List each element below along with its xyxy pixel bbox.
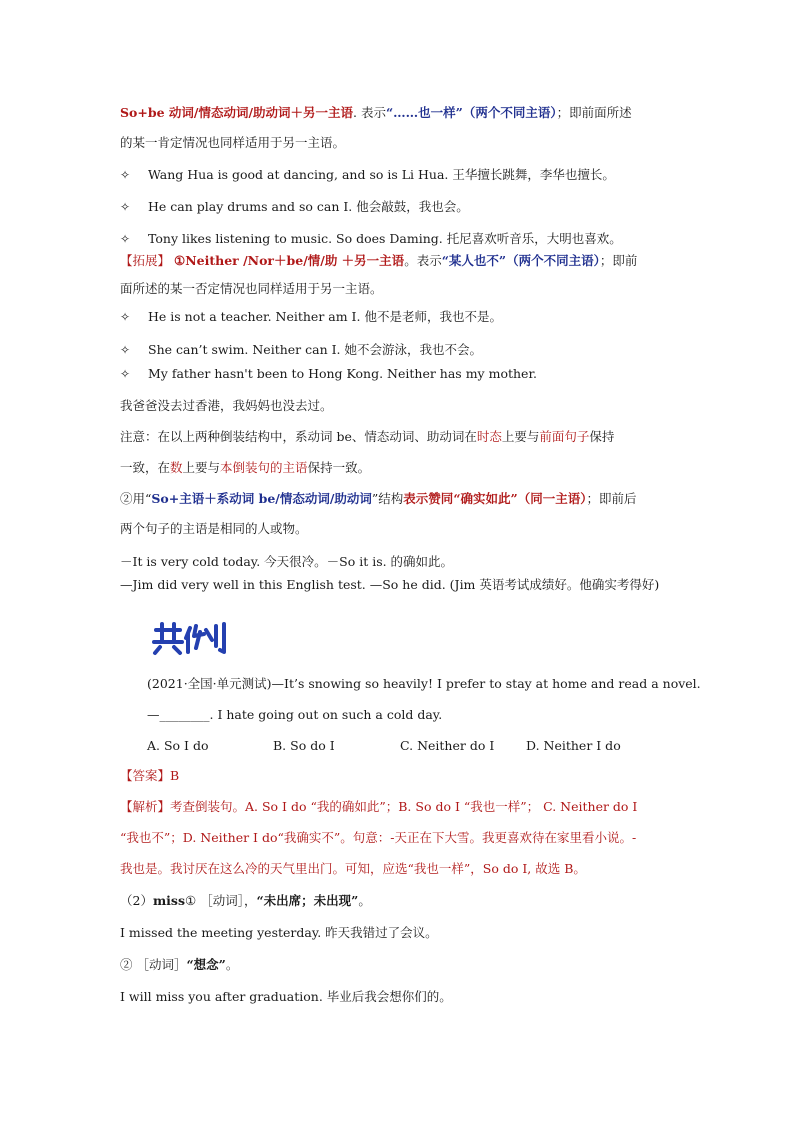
miss-sense2 xyxy=(120,956,238,974)
miss-number: （2） xyxy=(120,893,153,908)
miss-word: miss xyxy=(152,893,186,908)
example-item xyxy=(120,308,502,326)
note-text: 上要与 xyxy=(501,429,540,444)
option-b: B. So do I xyxy=(273,738,335,753)
miss-example2: I will miss you after graduation. 毕业后我会想你们的。 xyxy=(120,989,452,1004)
note-text: 一致，在 xyxy=(120,460,171,475)
extension-line1 xyxy=(120,252,637,270)
answer-value: B xyxy=(170,768,180,783)
rule-so-meaning: “……也一样” xyxy=(385,105,463,120)
rule-so-note: （两个不同主语） xyxy=(462,105,557,120)
analysis-line2: “我也不”；D. Neither I do“我确实不”。句意：-天正在下大雪。我更喜欢待在家里看小说。- xyxy=(120,830,637,845)
example-item xyxy=(120,198,469,216)
example-text: Tony likes listening to music. So does Daming. 托尼喜欢听音乐，大明也喜欢。 xyxy=(148,231,622,246)
extension-tag: 【拓展】 xyxy=(120,253,171,268)
example-text: My father hasn't been to Hong Kong. Neither has my mother. xyxy=(148,366,538,381)
extension-line2: 面所述的某一否定情况也同样适用于另一主语。 xyxy=(120,281,383,296)
note-text: 保持一致。 xyxy=(307,460,371,475)
diamond-star-icon: ✧ xyxy=(120,343,131,357)
option-a: A. So I do xyxy=(147,738,209,753)
diamond-star-icon: ✧ xyxy=(120,200,131,214)
dialog-line: －It is very cold today. 今天很冷。－So it is. 的确如此。 xyxy=(120,554,454,569)
question-stem: (2021·全国·单元测试)—It’s snowing so heavily! I prefer to stay at home and read a novel. xyxy=(147,676,701,691)
miss-punct: 。 xyxy=(225,957,239,972)
extension-note: （两个不同主语） xyxy=(506,253,600,268)
rule-agree-text: ②用“ xyxy=(120,491,152,506)
question-line2 xyxy=(147,706,442,724)
example-translation: 我爸爸没去过香港，我妈妈也没去过。 xyxy=(120,398,333,413)
miss-meaning: “想念” xyxy=(186,957,226,972)
rule-so-line1 xyxy=(120,104,632,122)
miss-example1: I missed the meeting yesterday. 昨天我错过了会议。 xyxy=(120,925,438,940)
miss-pos: ① ［动词］， xyxy=(185,893,257,908)
miss-meaning: “未出席；未出现” xyxy=(256,893,359,908)
analysis-text: 考查倒装句。A. So I do “我的确如此”；B. So do I “我也一样”； C. Neither do I xyxy=(170,799,638,814)
miss-punct: 。 xyxy=(358,893,371,908)
rule-agree-text: ；即前后 xyxy=(586,491,637,506)
extension-text: 。表示 xyxy=(404,253,442,268)
rule-agree-text: ”结构 xyxy=(371,491,404,506)
example-item xyxy=(120,341,482,359)
note-line1 xyxy=(120,428,614,446)
analysis-tag: 【解析】 xyxy=(120,799,171,814)
answer-tag: 【答案】 xyxy=(120,768,171,783)
miss-heading xyxy=(120,892,371,910)
example-text: She can’t swim. Neither can I. 她不会游泳，我也不会。 xyxy=(148,342,482,357)
diamond-star-icon: ✧ xyxy=(120,367,131,381)
rule-agree-structure: So+主语＋系动词 be/情态动词/助动词 xyxy=(151,491,372,506)
answer-line xyxy=(120,767,179,785)
rule-agree-line1 xyxy=(120,490,636,508)
rule-so-text: . 表示 xyxy=(353,105,386,120)
option-c: C. Neither do I xyxy=(400,738,495,753)
typical-example-logo xyxy=(150,620,230,660)
diamond-star-icon: ✧ xyxy=(120,168,131,182)
rule-so-structure: So+be 动词/情态动词/助动词＋另一主语 xyxy=(120,105,354,120)
note-text: 保持 xyxy=(589,429,615,444)
answer-blank: ________ xyxy=(159,707,210,722)
extension-structure: ①Neither /Nor＋be/情/助 ＋另一主语 xyxy=(174,253,405,268)
example-item xyxy=(120,365,537,383)
example-item xyxy=(120,166,615,184)
note-text: 注意：在以上两种倒装结构中，系动词 be、情态动词、助动词在 xyxy=(120,429,477,444)
miss-pos: ② ［动词］ xyxy=(120,957,187,972)
typical-example-icon xyxy=(150,620,230,656)
analysis-line1 xyxy=(120,798,637,816)
analysis-line3: 我也是。我讨厌在这么冷的天气里出门。可知，应选“我也一样”，So do I, 故选 B。 xyxy=(120,861,586,876)
diamond-star-icon: ✧ xyxy=(120,232,131,246)
example-text: He is not a teacher. Neither am I. 他不是老师，我也不是。 xyxy=(148,309,502,324)
example-item xyxy=(120,230,622,248)
extension-text2: ；即前 xyxy=(599,253,638,268)
note-highlight: 时态 xyxy=(476,429,502,444)
dialog-line: —Jim did very well in this English test. —So he did. (Jim 英语考试成绩好。他确实考得好) xyxy=(120,577,660,592)
question-text: . I hate going out on such a cold day. xyxy=(209,707,443,722)
rule-agree-highlight: 表示赞同 xyxy=(403,491,454,506)
question-dash: — xyxy=(147,707,160,722)
rule-agree-note: （同一主语） xyxy=(517,491,587,506)
note-highlight: 前面句子 xyxy=(539,429,590,444)
example-text: Wang Hua is good at dancing, and so is Li Hua. 王华擅长跳舞，李华也擅长。 xyxy=(148,167,615,182)
note-highlight: 数 xyxy=(170,460,183,475)
rule-so-line2: 的某一肯定情况也同样适用于另一主语。 xyxy=(120,135,346,150)
note-highlight: 本倒装句的主语 xyxy=(220,460,308,475)
option-d: D. Neither I do xyxy=(526,738,621,753)
note-line2 xyxy=(120,459,370,477)
diamond-star-icon: ✧ xyxy=(120,310,131,324)
rule-agree-line2: 两个句子的主语是相同的人或物。 xyxy=(120,521,308,536)
rule-so-text2: ；即前面所述 xyxy=(556,105,632,120)
extension-meaning: “某人也不” xyxy=(441,253,507,268)
example-text: He can play drums and so can I. 他会敲鼓，我也会。 xyxy=(148,199,469,214)
note-text: 上要与 xyxy=(182,460,221,475)
rule-agree-meaning: “确实如此” xyxy=(453,491,518,506)
